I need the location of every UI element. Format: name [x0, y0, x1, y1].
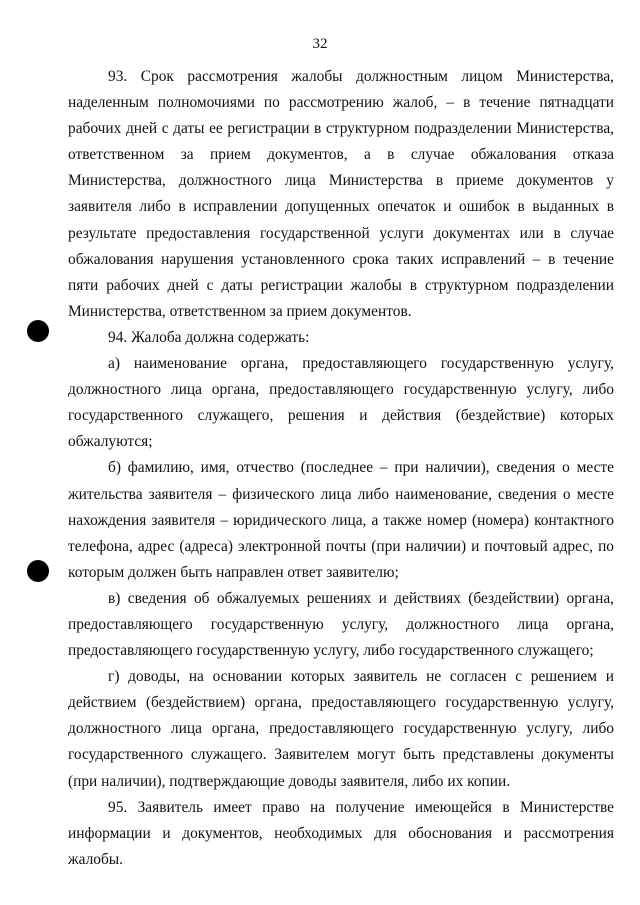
paragraph-94-a: а) наименование органа, предоставляющего государственную услугу, должностного лица органа, предоставляющего государственную услугу, либо государственного служащего, решения и действия (бездействие) которых обжалуются; [68, 355, 614, 451]
paragraph-94-v: в) сведения об обжалуемых решениях и действиях (бездействии) органа, предоставляющего государственную услугу, должностного лица органа, предоставляющего государственную услугу, либо государственного служащего; [68, 589, 614, 660]
paragraph-94-b: б) фамилию, имя, отчество (последнее – при наличии), сведения о месте жительства заявителя – физического лица либо наименование, сведения о месте нахождения заявителя – юридического лица, а также номер (номера) контактного телефона, адрес (адреса) электронной почты (при наличии) и почтовый адрес, по которым должен быть направлен ответ заявителю; [68, 459, 614, 581]
punch-hole [27, 560, 49, 582]
document-body [68, 64, 614, 873]
paragraph-95: 95. Заявитель имеет право на получение имеющейся в Министерстве информации и документов, необходимых для обоснования и рассмотрения жалобы. [68, 798, 614, 868]
punch-hole [27, 320, 49, 342]
paragraph-94-g: г) доводы, на основании которых заявитель не согласен с решением и действием (бездействием) органа, предоставляющего государственную услугу, должностного лица органа, предоставляющего государственную услугу, либо государственного служащего. Заявителем могут быть представлены документы (при наличии), подтверждающие доводы заявителя, либо их копии. [68, 668, 614, 790]
paragraph-94: 94. Жалоба должна содержать: [108, 328, 310, 346]
paragraph-93: 93. Срок рассмотрения жалобы должностным лицом Министерства, наделенным полномочиями по рассмотрению жалоб, – в течение пятнадцати рабочих дней с даты ее регистрации в структурном подразделении Министерства, ответственном за прием документов, а в случае обжалования отказа Министерства, должностного лица Министерства в приеме документов у заявителя либо в исправлении допущенных опечаток и ошибок в выданных в результате предоставления государственной услуги документах или в случае обжалования нарушения установленного срока таких исправлений – в течение пяти рабочих дней с даты регистрации жалобы в структурном подразделении Министерства, ответственном за прием документов. [68, 68, 614, 320]
page-number: 32 [312, 36, 328, 52]
